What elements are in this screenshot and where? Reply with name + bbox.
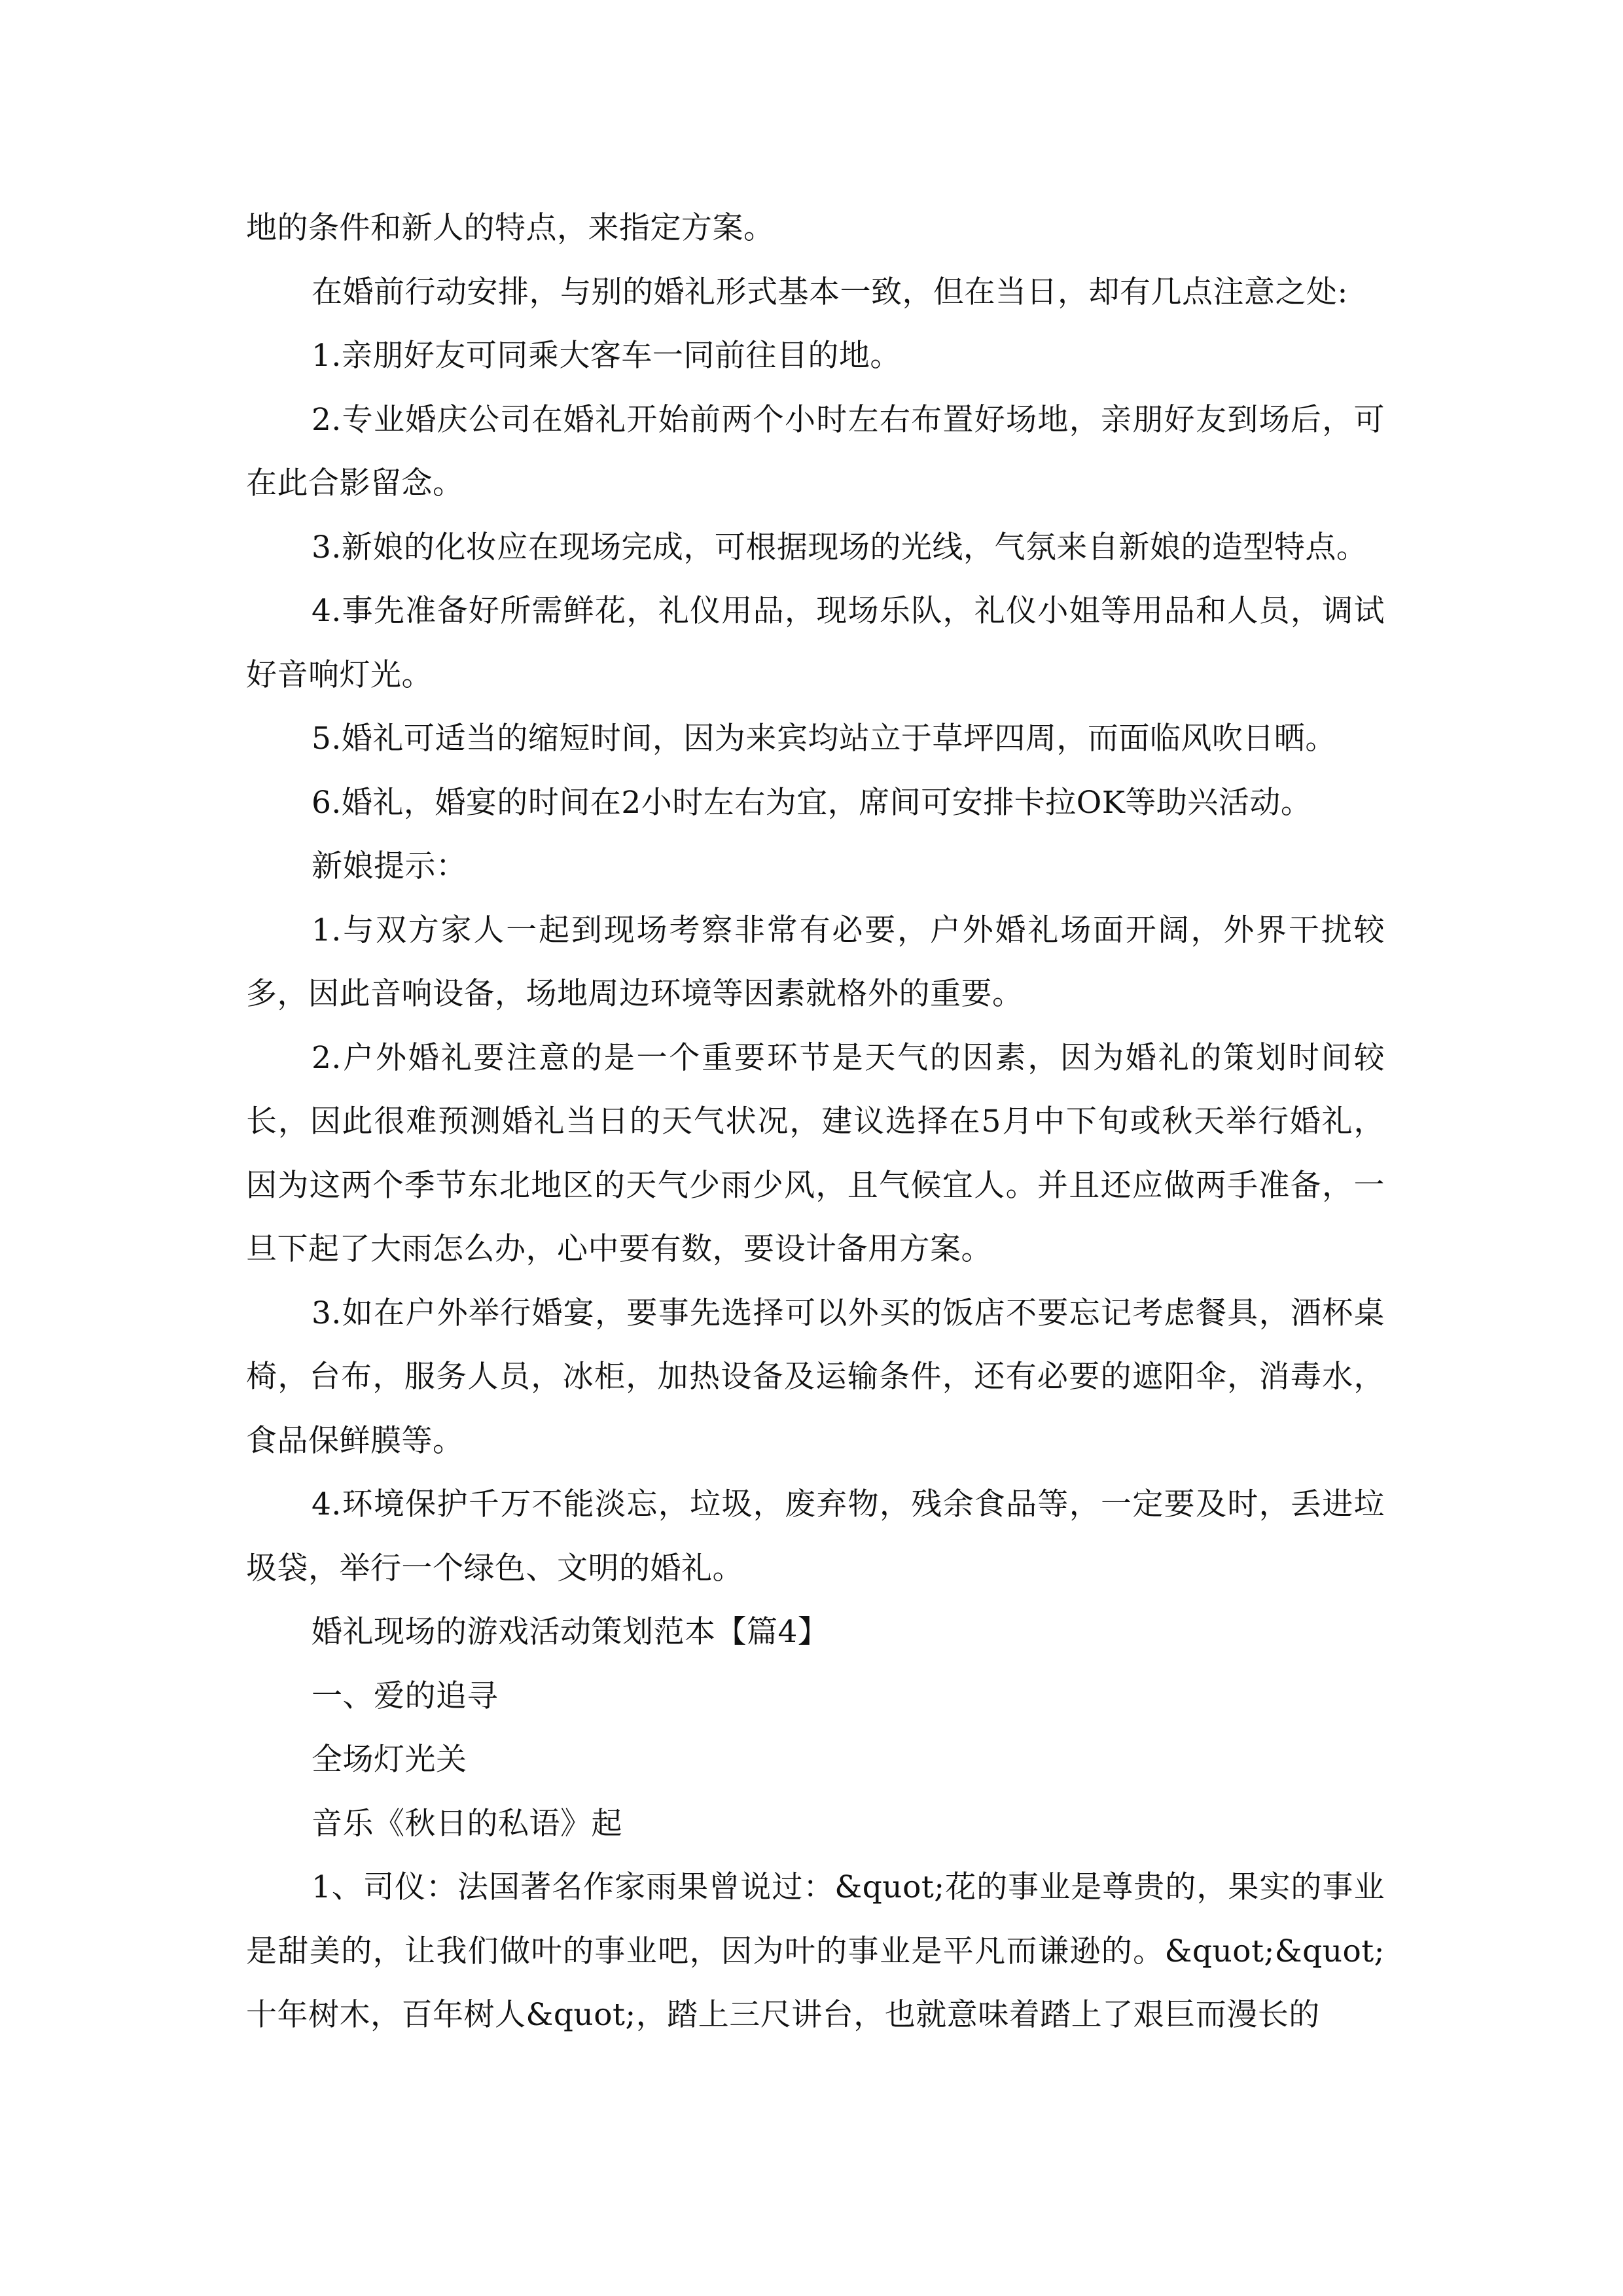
paragraph: 全场灯光关 bbox=[312, 1742, 467, 1778]
list-item: 3.如在户外举行婚宴，要事先选择可以外买的饭店不要忘记考虑餐具，酒杯桌椅，台布，服务人员，冰柜，加热设备及运输条件，还有必要的遮阳伞，消毒水，食品保鲜膜等。 bbox=[246, 1295, 1385, 1459]
list-item: 5.婚礼可适当的缩短时间，因为来宾均站立于草坪四周，而面临风吹日晒。 bbox=[312, 721, 1336, 757]
list-item: 4.环境保护千万不能淡忘，垃圾，废弃物，残余食品等，一定要及时，丢进垃圾袋，举行一个绿色、文明的婚礼。 bbox=[246, 1486, 1385, 1587]
list-item: 1.亲朋好友可同乘大客车一同前往目的地。 bbox=[312, 338, 901, 374]
list-item: 2.户外婚礼要注意的是一个重要环节是天气的因素，因为婚礼的策划时间较长，因此很难预测婚礼当日的天气状况，建议选择在5月中下旬或秋天举行婚礼，因为这两个季节东北地区的天气少雨少风，且气候宜人。并且还应做两手准备，一旦下起了大雨怎么办，心中要有数，要设计备用方案。 bbox=[246, 1039, 1385, 1267]
list-item: 2.专业婚庆公司在婚礼开始前两个小时左右布置好场地，亲朋好友到场后，可在此合影留念。 bbox=[246, 401, 1385, 501]
paragraph: 地的条件和新人的特点，来指定方案。 bbox=[246, 210, 775, 246]
section-heading: 一、爱的追寻 bbox=[312, 1677, 498, 1714]
section-title: 婚礼现场的游戏活动策划范本【篇4】 bbox=[312, 1614, 829, 1650]
section-heading: 新娘提示： bbox=[312, 848, 467, 884]
paragraph: 1、司仪：法国著名作家雨果曾说过：&quot;花的事业是尊贵的，果实的事业是甜美的，让我们做叶的事业吧，因为叶的事业是平凡而谦逊的。&quot;&quot;十年树木，百年树人&quot;，踏上三尺讲台，也就意味着踏上了艰巨而漫长的 bbox=[246, 1869, 1385, 2033]
list-item: 4.事先准备好所需鲜花，礼仪用品，现场乐队，礼仪小姐等用品和人员，调试好音响灯光。 bbox=[246, 593, 1385, 693]
paragraph: 音乐《秋日的私语》起 bbox=[312, 1805, 622, 1842]
paragraph: 在婚前行动安排，与别的婚礼形式基本一致，但在当日，却有几点注意之处: bbox=[312, 274, 1348, 310]
list-item: 3.新娘的化妆应在现场完成，可根据现场的光线，气氛来自新娘的造型特点。 bbox=[312, 529, 1368, 565]
document-body bbox=[246, 196, 1385, 2047]
list-item: 1.与双方家人一起到现场考察非常有必要，户外婚礼场面开阔，外界干扰较多，因此音响设备，场地周边环境等因素就格外的重要。 bbox=[246, 912, 1385, 1012]
list-item: 6.婚礼，婚宴的时间在2小时左右为宜，席间可安排卡拉OK等助兴活动。 bbox=[312, 784, 1312, 821]
